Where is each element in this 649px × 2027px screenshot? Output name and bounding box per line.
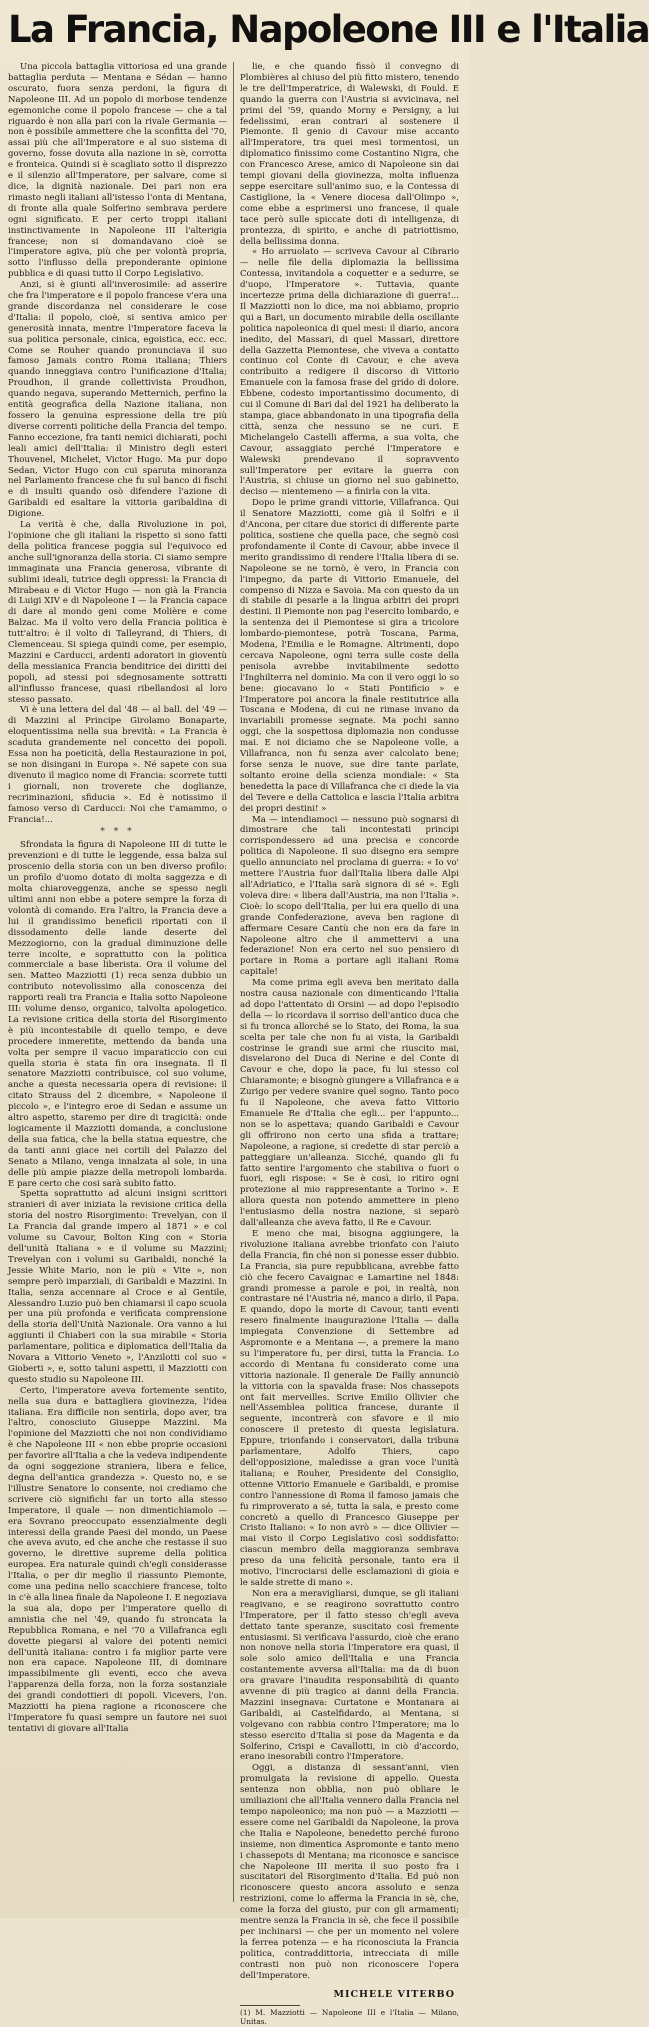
article-paragraph: Vi è una lettera del dal '48 — al ball. del '49 — di Mazzini al Principe Girolamo Bonaparte, eloquentissima nella sua brevità: « La Francia è scaduta grandemente nel concetto dei popoli. Essa non ha poeticità, della Restaurazione in poi, se non disingani in Europa ». Né sapete con sua divenuto il magico nome di Francia: scorrete tutti i giornali, non troverete che doglianze, recriminazioni, sfiducia ». Ed è notissimo il famoso verso di Carducci: Noi che t'amammo, o Francia!... [8, 705, 227, 825]
article-paragraph: Ma come prima egli aveva ben meritato dalla nostra causa nazionale con dimenticando l'Italia ad dopo l'attentato di Orsini — ad dopo l'episodio della — lo ricordava il sorriso dell'antico duca che si fu tronca allorché se lo Stato, dei Roma, la sua scelta per tale che non fu ai vista, la Garibaldi costrinse le grandi sue armi che riuscito mai, disvelarono del Duca di Nerine e del Conte di Cavour e che, dopo la pace, fu lui stesso col Chiaramonte; e bisognò giungere a Villafranca e a Zurigo per vedere svanire quel sogno. Tanto poco fu il Napoleone, che aveva fatto Vittorio Emanuele Re d'Italia che egli... per l'appunto... non se lo aspettava; quando Garibaldi e Cavour gli offrirono non certo una sfida a trattare; Napoleone, a ragione, si credette di star perciò a patteggiare un'alleanza. Sicché, quando gli fu fatto sentire l'argomento che stabiliva o fuori o fuori, egli rispose: « Se è così, io ritiro ogni protezione al mio rappresentante a Torino ». E allora questa non potendo ammettere in pieno l'entusiasmo della nostra nazione, si separò dall'alleanza che aveva fatto, il Re e Cavour. [240, 978, 459, 1229]
article-paragraph: Oggi, a distanza di sessant'anni, vien promulgata la revisione di appello. Questa sentenza non obblia, non può obliare le umiliazioni che all'Italia vennero dalla Francia nel tempo napoleonico; ma non può — a Mazziotti — essere come nel Garibaldi da Napoleone, la prova che Italia e Napoleone, benedetto perché furono insieme, non dimentica Aspromonte e tanto meno i chassepots di Mentana; ma riconosce e sancisce che Napoleone III merita il suo posto fra i suscitatori del Risorgimento d'Italia. Ed può non riconoscere questo ancora assoluto e senza restrizioni, come lo afferma la Francia in sè, che, come la forza del giusto, pur con gli armamenti; mentre senza la Francia in sè, che fece il possibile per inchinarsi — che per un momento nel volere la ferrea potenza — e ha riconosciuta la Francia politica, contraddittoria, intrecciata di mille contrasti non può non riconoscere l'opera dell'Imperatore. [240, 1763, 459, 1981]
article-paragraph: Dopo le prime grandi vittorie, Villafranca. Qui il Senatore Mazziotti, come già il Solfri e il d'Ancona, per citare due storici di differente parte politica, sostiene che quella pace, che segnò così profondamente il Conte di Cavour, abbe invece il merito grandissimo di rendere l'Italia libera di se. Napoleone se ne tornò, è vero, in Francia con l'impegno, da parte di Vittorio Emanuele, del compenso di Nizza e Savoia. Ma con questo da un di stabile di pesarle a la lingua arbitri dei propri destini. Il Piemonte non pag l'esercito lombardo, e la sentenza dei il Piemontese si gira a tricolore lombardo-piemontese, potrà Toscana, Parma, Modena, l'Emilia e le Romagne. Altrimenti, dopo cercava Napoleone, ogni terra sulle coste della penisola avrebbe invitabilmente sedotto l'Inghilterra nel dominio. Ma con il vero oggi lo so bene: giocavano lo « Stati Pontificio » e l'Imperatore poi ancora la finale restitutrice alla Toscana e Modena, di cui ne rimase invano da invariabili promesse segnate. Ma pochi sanno oggi, che la sospettosa diplomazia non condusse mai. E noi diciamo che se Napoleone volle, a Villafranca, non fu senza aver calcolato bene; forse senza le nuove, sue dire tante parlate, soltanto eroine della scienza mondiale: « Sta benedetta la pace di Villafranca che ci diede la via del Tevere e della Cattolica e lascia l'Italia arbitra dei propri destini! » [240, 498, 459, 814]
article-paragraph: Anzi, si è giunti all'inverosimile: ad asserire che fra l'imperatore e il popolo francese v'era una grande discordanza nel considerare le cose d'Italia: il popolo, cioè, si sentiva amico per generosità innata, mentre l'Imperatore faceva la sua politica personale, cinica, egoistica, ecc. ecc. Come se Rouher quando pronunciava il suo famoso Jamais contro Roma italiana; Thiers quando inneggiava contro l'unificazione d'Italia; Proudhon, il grande collettivista Proudhon, quando negava, superando Metternich, perfino la entità geografica della Nazione italiana, non fossero la genuina espressione della tre più diverse correnti politiche della Francia del tempo. Fanno eccezione, fra tanti nemici dichiarati, pochi leali amici dell'Italia: il Ministro degli esteri Thouvenel, Michelet, Victor Hugo. Ma pur dopo Sedan, Victor Hugo con cui sparuta minoranza nel Parlamento francese che fu sul banco di fischi e di insulti quando osò difendere l'azione di Garibaldi ed esaltare la vittoria garibaldina di Digione. [8, 280, 227, 520]
left-column [8, 62, 232, 1902]
article-paragraph: La verità è che, dalla Rivoluzione in poi, l'opinione che gli italiani la rispetto si sono fatti della politica francese poggia sul l'equivoco ed anche sull'ignoranza della storia. Ci siamo sempre immaginata una Francia generosa, vibrante di sublimi ideali, tutrice degli oppressi: la Francia di Mirabeau e di Victor Hugo — non già la Francia di Luigi XIV e di Napoleone I — la Francia capace di dare al mondo geni come Molière e come Balzac. Ma il volto vero della Francia politica è tutt'altro: è il volto di Talleyrand, di Thiers, di Clemenceau. Si spiega quindi come, per esempio, Mazzini e Carducci, ardenti adoratori in gioventù della messianica Francia benditrice dei diritti dei popoli, ad stessi poi sdegnosamente sottratti all'influsso francese, quasi ribellandosi al loro stesso passato. [8, 520, 227, 705]
column-rule [233, 62, 234, 1902]
article-paragraph: E meno che mai, bisogna aggiungere, la rivoluzione italiana avrebbe trionfato con l'aiuto della Francia, fin ché non si ponesse esser dubbio. La Francia, sia pure repubblicana, avrebbe fatto ciò che fecero Cavaignac e Lamartine nel 1848: grandi promesse a parole e poi, in realtà, non contrastare né l'Austria né, manco a dirlo, il Papa. E quando, dopo la morte di Cavour, tanti eventi resero finalmente inaugurazione l'Italia — dalla impiegata Convenzione di Settembre ad Aspromonte e a Mentana —, a premere la mano su l'imperatore fu, per dirsi, tutta la Francia. Lo accordo di Mentana fu considerato come una vittoria nazionale. Il generale De Failly annunciò la vittoria con la spavalda frase: Nos chassepots ont fait merveilles. Scrive Emilio Ollivier che nell'Assemblea politica francese, durante il seguente, incontrerà con sfavore e il mio conoscere il pretesto di questa legislatura. Eppure, trionfando i conservatori, dalla tribuna parlamentare, Adolfo Thiers, capo dell'opposizione, maledisse a gran voce l'unità italiana; e Rouher, Presidente del Consiglio, ottenne Vittorio Emanuele e Garibaldi, e promise contro l'annessione di Roma il famoso jamais che fu rimproverato a sé, tutta la sala, e presto come concretò a quello di Francesco Giuseppe per Cristo Italiano: « Io non avrò » — dice Ollivier — mai visto il Corpo Legislativo così soddisfatto: ciascun membro della maggioranza sembrava preso da una felicità personale, tanto era il motivo, l'incrociarsi delle esclamazioni di gioia e le salde strette di mano ». [240, 1228, 459, 1588]
right-column-text [240, 62, 459, 1982]
article-paragraph: Spetta soprattutto ad alcuni insigni scrittori stranieri di aver iniziata la revisione critica della storia del nostro Risorgimento: Trevelyan, con il La Francia dal grande impero al 1871 » e col volume su Cavour, Bolton King con « Storia dell'unità Italiana » e il volume su Mazzini; Trevelyan con i volumi su Garibaldi, nonché la Jessie White Mario, non le più « Vite », non sempre però imparziali, di Garibaldi e Mazzini. In Italia, senza accennare al Croce e al Gentile, Alessandro Luzio può ben chiamarsi il capo scuola per una più profonda e verificata comprensione della storia dell'Unità Nazionale. Ora vanno a lui aggiunti il Chiaberi con la sua mirabile « Storia parlamentare, politica e diplomatica dell'Italia da Novara a Vittorio Veneto », l'Anzilotti col suo « Gioberti », e, sotto taluni aspetti, il Mazziotti con questo studio su Napoleone III. [8, 1189, 227, 1385]
article-paragraph: lie, e che quando fissò il convegno di Plombières al chiuso del più fitto mistero, tenendo le tre dell'Imperatrice, di Walewski, di Fould. E quando la guerra con l'Austria si avvicinava, nel primi del '59, quando Morny e Persigny, a lui fedelissimi, eran contrari al sostenere il Piemonte. Il genio di Cavour mise accanto all'Imperatore, tra quei mesi tormentosi, un diplomatico finissimo come Costantino Nigra, che con Francesco Arese, amico di Napoleone sin dai tempi giovani della giovinezza, molta influenza seppe esercitare sull'animo suo, e la Contessa di Castiglione, la « Venere diocesa dall'Olimpo », come ebbe a esprimersi uno francese, il quale tace però sulle spiccate doti di intelligenza, di prontezza, di spirito, e anche di patriottismo, della bellissima donna. [240, 62, 459, 247]
article-paragraph: Certo, l'imperatore aveva fortemente sentito, nella sua dura e battagliera giovinezza, l'idea italiana. Era difficile non sentirla, dopo aver, tra l'altro, conosciuto Giuseppe Mazzini. Ma l'opinione del Mazziotti che noi non condividiamo è che Napoleone III « non ebbe proprie occasioni per favorire all'Italia a che la vedeva indipendente da ogni soggezione straniera, libera e felice, degna dell'antica grandezza ». Questo no, e se l'illustre Senatore lo consente, noi crediamo che scrivere ciò significhi far un torto alla stesso Imperatore, il quale — non dimentichiamolo — era Sovrano preoccupato essenzialmente degli interessi della grande Paesi del mondo, un Paese che aveva avuto, ed che anche che restasse il suo governo, le direttive supreme della politica europea. Era naturale quindi ch'egli considerasse l'Italia, o per dir meglio il riassunto Piemonte, come una pedina nello scacchiere francese, tolto in c'è alla linea finale da Napoleone I. E negoziava la sua ala, dopo per l'imperatore quello di amnistia che nel '49, quando fu stroncata la Repubblica Romana, e nel '70 a Villafranca egli dovette piegarsi al valore dei potenti nemici dell'unità italiana: contro i fa miglior parte vere non era capace. Napoleone III, di dominare impassibilmente gli eventi, ecco che aveva l'apparenza della forza, non la forza sostanziale dei grandi condottieri di popoli. Vicevers, l'on. Mazziotti ha piena ragione a riconoscere che l'Imperatore fu quasi sempre un fautore nei suoi tentativi di giovare all'Italia [8, 1385, 227, 1734]
article-paragraph: Non era a meravigliarsi, dunque, se gli italiani reagivano, e se reagirono sovrattutto contro l'Imperatore, per il fatto stesso ch'egli aveva dettato tante speranze, suscitato così fremente entusiasmi. Si verificava l'assurdo, cioè che erano non nonove nella storia l'Imperatore era quasi, il sole solo amico dell'Italia e una Francia costantemente avversa all'Italia: ma da di buon ora gravare l'inaudita responsabilità di quanto avvenne di più tragico ai danni della Francia. Mazzini insegnava: Curtatone e Montanara ai Garibaldi, ai Castelfidardo, ai Mentana, si volgevano con rabbia contro l'Imperatore; ma lo stesso esercito d'Italia si pose da Magenta e da Solferino, Crispi e Cavallotti, in ciò d'accordo, erano inesorabili contro l'Imperatore. [240, 1588, 459, 1763]
right-column [235, 62, 459, 2026]
article-paragraph: Sfrondata la figura di Napoleone III di tutte le prevenzioni e di tutte le leggende, essa balza sul proscenio della storia con un ben diverso profilo: un profilo d'uomo dotato di molta saggezza e di molta chiaroveggenza, anche se spesso negli ultimi anni non ebbe a potere sempre la forza di volontà di comando. Era l'altro, la Francia deve a lui il grandissimo beneficii riportati con il dissodamento delle lande deserte del Mezzogiorno, con la gradual diminuzione delle terre incolte, e soprattutto con la politica commerciale a base liberista. Ora il volume del sen. Matteo Mazziotti (1) reca senza dubbio un contributo notevolissimo alla conoscenza dei rapporti reali tra Francia e Italia sotto Napoleone III: volume denso, organico, talvolta apologetico. La revisione critica della storia del Risorgimento è più incontestabile di quello tempo, e deve procedere inmeretite, mettendo da banda una volta per sempre il vacuo imparaticcio con cui quella storia è stata fin ora insegnata. Il Il senatore Mazziotti contribuisce, col suo volume, anche a questa necessaria opera di revisione: il citato Strauss del 2 dicembre, « Napoleone il piccolo », e l'integro eroe di Sedan e assume un altro aspetto, staremo per dire di tragicità: onde logicamente il Mazziotti domanda, a conclusione della sua fatica, che la bella statua equestre, che da tanti anni giace nei cortili del Palazzo del Senato a Milano, venga innalzata al sole, in una delle più ampie piazze della metropoli lombarda. E pare certo che cosi sarà subito fatto. [8, 840, 227, 1189]
section-separator: * * * [100, 827, 135, 838]
author-signature: MICHELE VITERBO [333, 1988, 455, 2000]
footnote: (1) M. Mazziotti — Napoleone III e l'Italia — Milano, Unitas. [240, 2007, 459, 2026]
article-paragraph: Una piccola battaglia vittoriosa ed una grande battaglia perduta — Mentana e Sédan — hanno oscurato, fuora senza perdoni, la figura di Napoleone III. Ad un popolo di morbose tendenze egemoniche come il popolo francese — che a tal riguardo è non alla pari con la rivale Germania — non è possibile ammettere che la sconfitta del '70, assai più che all'Imperatore e al suo sistema di governo, fosse dovuta alla nazione in sè, corrotta e fronteica. Quindi si è scagliato sotto il disprezzo e il silenzio all'Imperatore, per salvare, come si dice, la dignità nazionale. Dei pari non era rimasto negli italiani all'istesso l'onta di Mentana, di fronte alla quale Solferino sembrava perdere ogni significato. E per certo troppi italiani instinctivamente in Napoleone III l'alterigia francese; non si domandavano cioè se l'imperatore agiva, più che per volontà propria, sotto l'influsso della preponderante opinione pubblica e di quasi tutto il Corpo Legislativo. [8, 62, 227, 280]
footnote-rule [240, 2005, 300, 2006]
article-paragraph: « Ho arruolato — scriveva Cavour al Cibrario — nelle file della diplomazia la bellissima Contessa, invitandola a coquetter e a sedurre, se d'uopo, l'Imperatore ». Tuttavia, quante incertezze prima della dichiarazione di guerra!... Il Mazziotti non lo dice, ma noi abbiamo, proprio qui a Bari, un documento mirabile della oscillante politica napoleonica di quel mesi: il diario, ancora inedito, del Massari, di quel Massari, direttore della Gazzetta Piemontese, che viveva a contatto continuo col Conte di Cavour, e che aveva contribuito a redigere il discorso di Vittorio Emanuele con la famosa frase del grido di dolore. Ebbene, codesto importantissimo documento, di cui il Comune di Bari dal del 1921 ha deliberato la stampa, giace abbandonato in una tipografia della città, senza che nessuno se ne curi. E Michelangelo Castelli afferma, a sua volta, che Cavour, assaggiato perché l'Imperatore e Walewski prendevano il sopravvento sull'Imperatore per evitare la guerra con l'Austria, si chiuse un giorno nel suo gabinetto, deciso — nientemeno — a finirla con la vita. [240, 247, 459, 498]
left-column-part-two [8, 840, 227, 1734]
article-paragraph: Ma — intendiamoci — nessuno può sognarsi di dimostrare che tali incontestati principi corrispondessero ad una precisa e concorde politica di Napoleone. Il suo disegno era sempre quello annunciato nel proclama di guerra: « Io vo' mettere l'Austria fuor dall'Italia libera dalle Alpi all'Adriatico, e l'Italia sarà signora di sé ». Egli voleva dire: « libera dall'Austria, ma non l'Italia ». Cioè: lo scopo dell'Italia, per lui era quello di una grande Confederazione, aveva ben ragione di affermare Cesare Cantù che non era da fare in Napoleone altro che il ammettervi a una federazione! Non era certo nel suo pensiero di portare in Roma a portare agli italiani Roma capitale! [240, 814, 459, 978]
article-headline: La Francia, Napoleone III e l'Italia [8, 8, 649, 51]
left-column-part-one [8, 62, 227, 825]
article-body [8, 62, 464, 2026]
